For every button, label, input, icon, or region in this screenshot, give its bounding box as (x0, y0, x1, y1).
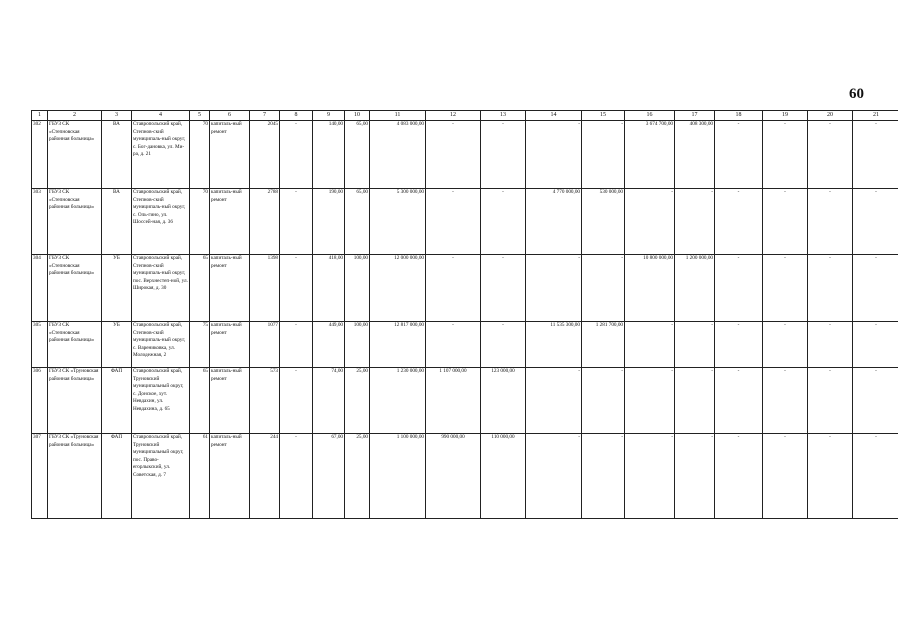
table-cell: ФАП (102, 368, 132, 434)
table-cell: 1 230 000,00 (370, 368, 426, 434)
table-cell: ВА (102, 121, 132, 189)
table-cell: 25,00 (345, 368, 370, 434)
table-cell: 25,00 (345, 434, 370, 519)
table-cell: 11 535 300,00 (526, 322, 582, 368)
table-cell: - (808, 434, 853, 519)
column-header-19: 19 (763, 111, 808, 121)
column-header-14: 14 (526, 111, 582, 121)
table-cell: 573 (250, 368, 280, 434)
table-cell: - (853, 322, 898, 368)
column-header-21: 21 (853, 111, 898, 121)
table-cell: - (582, 434, 625, 519)
table-cell: 61 (190, 434, 210, 519)
table-cell: - (715, 255, 763, 322)
table-cell: Ставропольский край, Степнов-ский муниципаль-ный округ, пос. Верхнестеп-ной, ул. Широкая, д. 30 (132, 255, 190, 322)
table-cell: - (481, 121, 526, 189)
table-cell: - (675, 189, 715, 255)
table-cell: - (582, 255, 625, 322)
table-cell: 305 (32, 322, 48, 368)
table-cell: - (481, 255, 526, 322)
table-cell: 530 000,00 (582, 189, 625, 255)
table-cell: - (715, 121, 763, 189)
table-cell: капиталь-ный ремонт (210, 368, 250, 434)
table-cell: - (853, 368, 898, 434)
column-header-18: 18 (715, 111, 763, 121)
table-cell: ГБУЗ СК «Степновская районная больница» (48, 322, 102, 368)
table-cell: 1398 (250, 255, 280, 322)
table-cell: 303 (32, 189, 48, 255)
table-cell: - (526, 368, 582, 434)
table-cell: 70 (190, 189, 210, 255)
table-cell: капиталь-ный ремонт (210, 121, 250, 189)
table-cell: 2045 (250, 121, 280, 189)
column-header-10: 10 (345, 111, 370, 121)
table-cell: 100,00 (345, 255, 370, 322)
table-cell: - (853, 189, 898, 255)
table-cell: 70 (190, 121, 210, 189)
table-cell: ВА (102, 189, 132, 255)
table-cell: - (715, 368, 763, 434)
table-cell: - (280, 434, 313, 519)
table-cell: - (675, 434, 715, 519)
table-cell: - (715, 322, 763, 368)
table-cell: 5 300 000,00 (370, 189, 426, 255)
table-cell: - (426, 189, 481, 255)
table-cell: Ставропольский край, Степнов-ский муниципаль-ный округ, с. Бог-дановка, ул. Ми-ра, д. 21 (132, 121, 190, 189)
table-cell: - (853, 255, 898, 322)
table-cell: 74,00 (313, 368, 345, 434)
table-cell: 449,00 (313, 322, 345, 368)
column-header-2: 2 (48, 111, 102, 121)
table-cell: - (763, 121, 808, 189)
table-row (32, 255, 898, 322)
column-header-8: 8 (280, 111, 313, 121)
column-header-13: 13 (481, 111, 526, 121)
table-cell: - (808, 121, 853, 189)
table-cell: ФАП (102, 434, 132, 519)
table-cell: 12 817 000,00 (370, 322, 426, 368)
table-cell: - (763, 322, 808, 368)
table-cell: 1 200 000,00 (675, 255, 715, 322)
column-header-15: 15 (582, 111, 625, 121)
page-number: 60 (849, 86, 864, 102)
table-row (32, 434, 898, 519)
table-cell: - (763, 189, 808, 255)
table-cell: - (625, 322, 675, 368)
table-cell: ГБУЗ СК «Степновская районная больница» (48, 255, 102, 322)
table-cell: 75 (190, 322, 210, 368)
table-cell: - (582, 121, 625, 189)
column-header-4: 4 (132, 111, 190, 121)
table-cell: 140,00 (313, 121, 345, 189)
table-cell: 12 000 000,00 (370, 255, 426, 322)
table-cell: Ставропольский край, Труновский муниципальный округ, с. Донское, хут. Невдахин, ул. Невдахина, д. 65 (132, 368, 190, 434)
table-cell: 65 (190, 255, 210, 322)
table-cell: - (763, 434, 808, 519)
column-header-9: 9 (313, 111, 345, 121)
table-cell: 408 300,00 (675, 121, 715, 189)
table-cell: - (426, 121, 481, 189)
table-cell: - (582, 368, 625, 434)
table-cell: - (763, 368, 808, 434)
column-header-20: 20 (808, 111, 853, 121)
table-cell: 418,00 (313, 255, 345, 322)
table-cell: Ставропольский край, Степнов-ский муниципаль-ный округ, с. Варениковка, ул. Молодежная, 2 (132, 322, 190, 368)
table-cell: 306 (32, 368, 48, 434)
column-header-1: 1 (32, 111, 48, 121)
table-cell: - (715, 189, 763, 255)
table-row (32, 368, 898, 434)
table-cell: - (853, 121, 898, 189)
table-cell: - (481, 322, 526, 368)
table-cell: - (625, 189, 675, 255)
table-cell: - (675, 368, 715, 434)
header-row (32, 111, 898, 121)
table-cell: 304 (32, 255, 48, 322)
table-cell: капиталь-ный ремонт (210, 434, 250, 519)
table-cell: - (526, 434, 582, 519)
table-cell: 100,00 (345, 322, 370, 368)
table-cell: - (675, 322, 715, 368)
table-cell: 1 100 000,00 (370, 434, 426, 519)
table-cell: 307 (32, 434, 48, 519)
table-cell: капиталь-ный ремонт (210, 322, 250, 368)
table-cell: 4 770 000,00 (526, 189, 582, 255)
table-row (32, 322, 898, 368)
column-header-11: 11 (370, 111, 426, 121)
table-cell: 65 (190, 368, 210, 434)
document-table (31, 110, 898, 519)
column-header-17: 17 (675, 111, 715, 121)
table-cell: - (280, 189, 313, 255)
table-cell: 990 000,00 (426, 434, 481, 519)
table-cell: 1 107 000,00 (426, 368, 481, 434)
table-cell: ГБУЗ СК «Труновская районная больница» (48, 368, 102, 434)
column-header-6: 6 (210, 111, 250, 121)
table-cell: 65,00 (345, 121, 370, 189)
table-cell: УБ (102, 255, 132, 322)
table-cell: 302 (32, 121, 48, 189)
table-cell: капиталь-ный ремонт (210, 189, 250, 255)
table-cell: 1077 (250, 322, 280, 368)
table-cell: - (808, 189, 853, 255)
table-cell: - (280, 322, 313, 368)
table-cell: 2788 (250, 189, 280, 255)
table-row (32, 189, 898, 255)
table-cell: УБ (102, 322, 132, 368)
table-cell: - (526, 121, 582, 189)
table-cell: - (808, 322, 853, 368)
table-cell: 4 083 000,00 (370, 121, 426, 189)
table-cell: ГБУЗ СК «Степновская районная больница» (48, 189, 102, 255)
table-cell: - (763, 255, 808, 322)
table-cell: ГБУЗ СК «Степновская районная больница» (48, 121, 102, 189)
table-cell: - (426, 255, 481, 322)
table-cell: 3 674 700,00 (625, 121, 675, 189)
table-cell: Ставропольский край, Степнов-ский муниципаль-ный округ, с. Оль-гино, ул. Шоссей-ная, д. 36 (132, 189, 190, 255)
table-cell: 65,00 (345, 189, 370, 255)
column-header-16: 16 (625, 111, 675, 121)
table-cell: ГБУЗ СК «Труновская районная больница» (48, 434, 102, 519)
table-cell: 190,00 (313, 189, 345, 255)
table-cell: 10 800 000,00 (625, 255, 675, 322)
table-cell: 1 281 700,00 (582, 322, 625, 368)
table-cell: капиталь-ный ремонт (210, 255, 250, 322)
column-header-7: 7 (250, 111, 280, 121)
table-row (32, 121, 898, 189)
table-cell: - (280, 255, 313, 322)
table-cell: - (526, 255, 582, 322)
table-cell: - (481, 189, 526, 255)
table-cell: 244 (250, 434, 280, 519)
table-cell: - (625, 368, 675, 434)
table-cell: Ставропольский край, Труновский муниципальный округ, пос. Право-егорлыкский, ул. Советская, д. 7 (132, 434, 190, 519)
table-cell: - (853, 434, 898, 519)
table-cell: - (715, 434, 763, 519)
table-cell: 67,00 (313, 434, 345, 519)
table-cell: - (280, 368, 313, 434)
table-cell: - (280, 121, 313, 189)
table-cell: 123 000,00 (481, 368, 526, 434)
table-cell: - (625, 434, 675, 519)
column-header-3: 3 (102, 111, 132, 121)
table-cell: 110 000,00 (481, 434, 526, 519)
table-cell: - (808, 255, 853, 322)
column-header-12: 12 (426, 111, 481, 121)
column-header-5: 5 (190, 111, 210, 121)
table-cell: - (808, 368, 853, 434)
table-cell: - (426, 322, 481, 368)
